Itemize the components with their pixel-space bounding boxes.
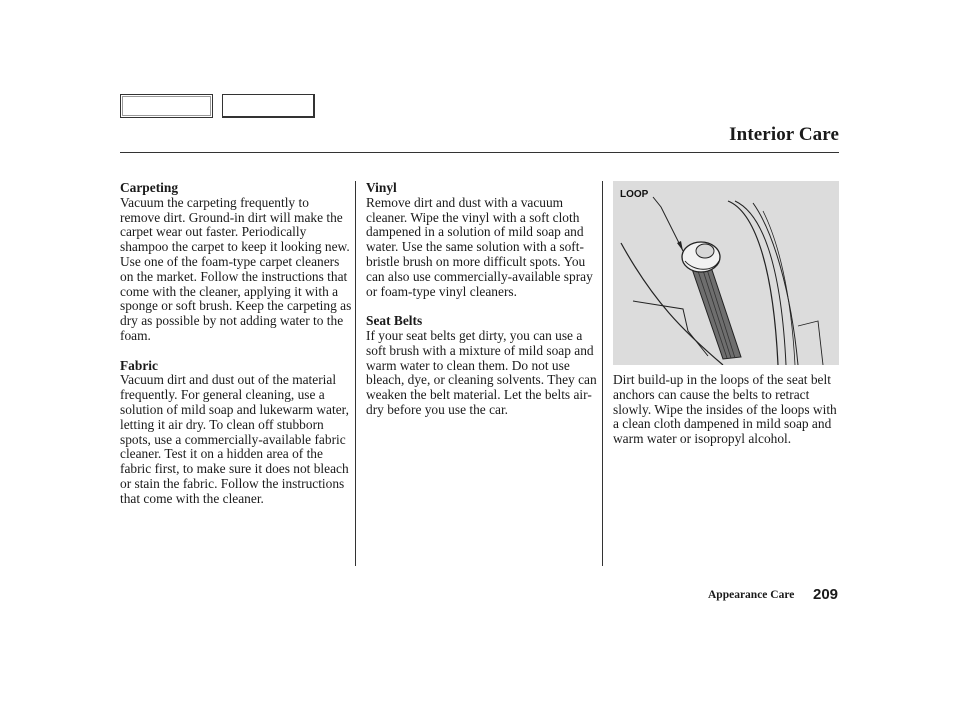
page-number: 209 bbox=[813, 586, 839, 603]
seat-belt-loop-illustration bbox=[613, 181, 839, 365]
seat-belts-heading: Seat Belts bbox=[366, 313, 423, 329]
column-3-caption bbox=[613, 373, 839, 462]
carpeting-text: Vacuum the carpeting frequently to remove dirt. Ground-in dirt will make the carpet wear out faster. Periodically shampoo the carpet to keep it looking new. Use one of the foam-type carpet cleaners on the market. Follow the instructions that come with the cleaner, applying it with a sponge or soft brush. Keep the carpeting as dry as possible by not adding water to the foam. bbox=[120, 194, 352, 343]
nav-tab-left[interactable] bbox=[120, 94, 213, 118]
column-2 bbox=[366, 181, 598, 433]
vinyl-heading: Vinyl bbox=[366, 180, 397, 195]
title-divider bbox=[120, 152, 839, 153]
page-title: Interior Care bbox=[729, 124, 839, 145]
carpeting-heading: Carpeting bbox=[120, 180, 179, 195]
fabric-text: Vacuum dirt and dust out of the material frequently. For general cleaning, use a solution of mild soap and lukewarm water, letting it air dry. To clean off stubborn spots, use a commercially-available fabric cleaner. Test it on a hidden area of the fabric first, to make sure it does not bleach or stain the fabric. Follow the instructions that come with the cleaner. bbox=[120, 372, 349, 506]
column-divider-2 bbox=[602, 181, 603, 566]
footer-section-label: Appearance Care bbox=[708, 589, 795, 601]
loop-care-text: Dirt build-up in the loops of the seat belt anchors can cause the belts to retract slowly. Wipe the insides of the loops with a clean cloth dampened in mild soap and warm water or isopropyl alcohol. bbox=[613, 372, 837, 447]
loop-callout-label: LOOP bbox=[620, 189, 649, 200]
column-divider-1 bbox=[355, 181, 356, 566]
column-1 bbox=[120, 181, 352, 521]
fabric-heading: Fabric bbox=[120, 357, 158, 373]
vinyl-text: Remove dirt and dust with a vacuum cleaner. Wipe the vinyl with a soft cloth dampened in a solution of mild soap and water. Use the same solution with a soft-bristle brush on more difficult spots. You can also use commercially-available spray or foam-type vinyl cleaners. bbox=[366, 194, 593, 299]
seat-belt-loop-drawing bbox=[613, 181, 839, 365]
nav-tab-right[interactable] bbox=[222, 94, 315, 118]
seat-belts-text: If your seat belts get dirty, you can use a soft brush with a mixture of mild soap and warm water to clean them. Do not use bleach, dye, or cleaning solvents. They can weaken the belt material. Let the belts air-dry before you use the car. bbox=[366, 327, 597, 417]
